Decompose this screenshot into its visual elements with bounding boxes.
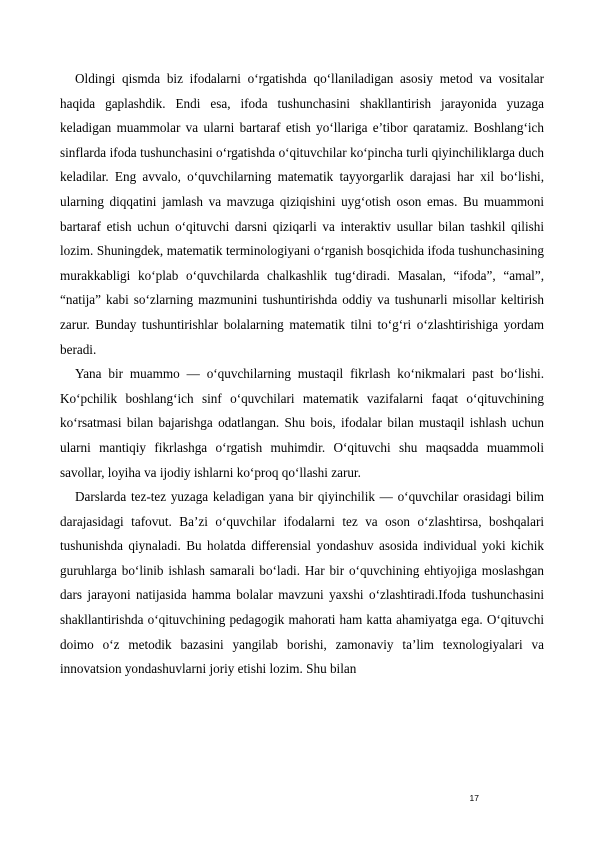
body-text — [60, 67, 544, 682]
paragraph: Oldingi qismda biz ifodalarni o‘rgatishda qo‘llaniladigan asosiy metod va vositalar haqida gaplashdik. Endi esa, ifoda tushunchasini shakllantirish jarayonida yuzaga keladigan muammolar va ularni bartaraf etish yo‘llariga e’tibor qaratamiz. Boshlang‘ich sinflarda ifoda tushunchasini o‘rgatishda o‘qituvchilar ko‘pincha turli qiyinchiliklarga duch keladilar. Eng avvalo, o‘quvchilarning matematik tayyorgarlik darajasi har xil bo‘lishi, ularning diqqatini jamlash va mavzuga qiziqishini uyg‘otish oson emas. Bu muammoni bartaraf etish uchun o‘qituvchi darsni qiziqarli va interaktiv usullar bilan tashkil qilishi lozim. Shuningdek, matematik terminologiyani o‘rganish bosqichida ifoda tushunchasining murakkabligi ko‘plab o‘quvchilarda chalkashlik tug‘diradi. Masalan, “ifoda”, “amal”, “natija” kabi so‘zlarning mazmunini tushuntirishda oddiy va tushunarli misollar keltirish zarur. Bunday tushuntirishlar bolalarning matematik tilni to‘g‘ri o‘zlashtirishiga yordam beradi. — [60, 71, 544, 357]
paragraph: Yana bir muammo — o‘quvchilarning mustaqil fikrlash ko‘nikmalari past bo‘lishi. Ko‘pchilik boshlang‘ich sinf o‘quvchilari matematik vazifalarni faqat o‘qituvchining ko‘rsatmasi bilan bajarishga odatlangan. Shu bois, ifodalar bilan mustaqil ishlash uchun ularni mantiqiy fikrlashga o‘rgatish muhimdir. O‘qituvchi shu maqsadda muammoli savollar, loyiha va ijodiy ishlarni ko‘proq qo‘llashi zarur. — [60, 366, 544, 480]
page-number: 17 — [469, 793, 479, 803]
paragraph: Darslarda tez-tez yuzaga keladigan yana bir qiyinchilik — o‘quvchilar orasidagi bilim darajasidagi tafovut. Ba’zi o‘quvchilar ifodalarni tez va oson o‘zlashtirsa, boshqalari tushunishda qiynaladi. Bu holatda differensial yondashuv asosida individual yoki kichik guruhlarga bo‘linib ishlash samarali bo‘ladi. Har bir o‘quvchining ehtiyojiga moslashgan dars jarayoni natijasida hamma bolalar mavzuni yaxshi o‘zlashtiradi.Ifoda tushunchasini shakllantirishda o‘qituvchining pedagogik mahorati ham katta ahamiyatga ega. O‘qituvchi doimo o‘z metodik bazasini yangilab borishi, zamonaviy ta’lim texnologiyalari va innovatsion yondashuvlarni joriy etishi lozim. Shu bilan — [60, 489, 544, 677]
